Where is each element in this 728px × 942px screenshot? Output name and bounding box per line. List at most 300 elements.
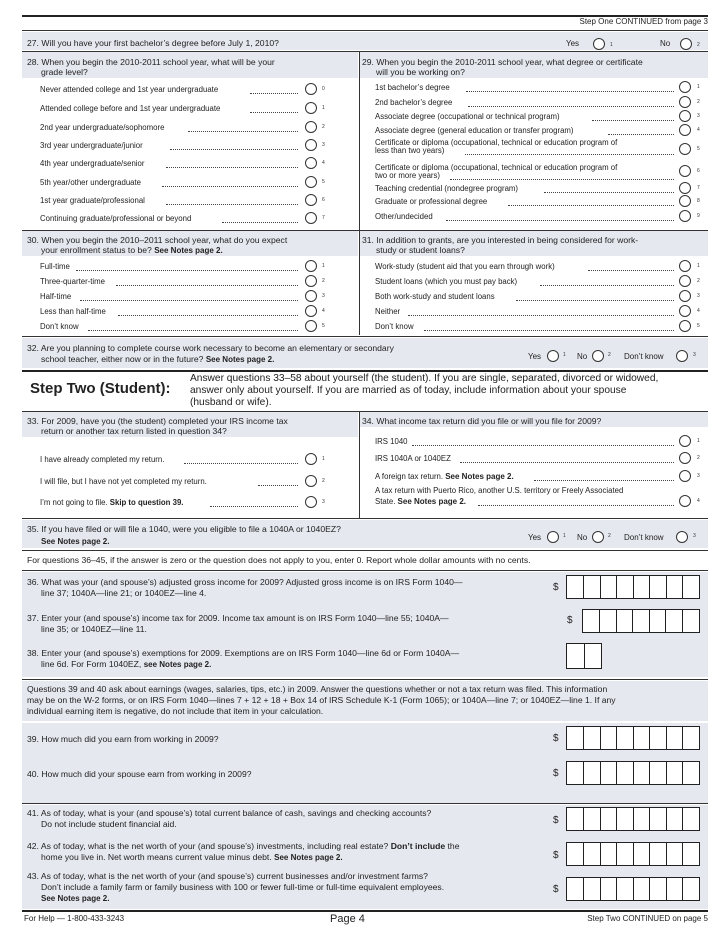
q42-bold: Don’t include xyxy=(390,841,446,851)
q28-option: 3rd year undergraduate/junior xyxy=(40,141,143,150)
q29-option: Other/undecided xyxy=(375,212,433,221)
q38-line2: line 6d. For Form 1040EZ, xyxy=(41,659,142,669)
instructions-36-45: For questions 36–45, if the answer is zero or the question does not apply to you, enter 0. Report whole dollar amounts with no cents. xyxy=(27,555,531,565)
q37-line2: line 35; or 1040EZ—line 11. xyxy=(41,624,147,634)
step-two-title: Step Two (Student): xyxy=(30,380,171,397)
digit-divider xyxy=(584,644,585,668)
code: 1 xyxy=(563,533,566,539)
leader xyxy=(592,120,674,121)
q30-line2: your enrollment status to be? xyxy=(41,245,152,255)
digit-divider xyxy=(649,808,650,830)
code: 2 xyxy=(608,352,611,358)
q27-no-label: No xyxy=(660,39,671,48)
digit-divider xyxy=(649,762,650,784)
q31-option: Don’t know xyxy=(375,322,414,331)
code: 3 xyxy=(693,533,696,539)
q41-line2: Do not include student financial aid. xyxy=(41,819,177,829)
q29-option: Certificate or diploma (occupational, technical or education program of xyxy=(375,138,618,147)
leader xyxy=(608,134,674,135)
code: 1 xyxy=(610,42,613,48)
q29-option: Graduate or professional degree xyxy=(375,197,488,206)
q28-line1: 28. When you begin the 2010-2011 school year, what will be your xyxy=(27,57,275,67)
q29-option: 1st bachelor’s degree xyxy=(375,83,450,92)
step-two-intro xyxy=(190,373,658,409)
digit-divider xyxy=(633,878,634,900)
instructions-line: may be on the W-2 forms, or on IRS Form 1040—lines 7 + 12 + 18 + Box 14 of IRS Schedule K-1 (Form 1065); or 1040A—line 7; or 1040EZ—line 1. If any xyxy=(27,695,616,705)
q31-line1: 31. In addition to grants, are you interested in being considered for work- xyxy=(362,235,639,245)
q34-option-cont: State. xyxy=(375,497,396,506)
q27-text: 27. Will you have your first bachelor’s degree before July 1, 2010? xyxy=(27,38,279,48)
code: 4 xyxy=(322,160,325,166)
digit-divider xyxy=(616,610,617,632)
q41-dollar: $ xyxy=(553,815,559,826)
digit-divider xyxy=(649,610,650,632)
q33-option-wrap xyxy=(40,498,183,507)
q39-dollar: $ xyxy=(553,733,559,744)
q28-radio[interactable] xyxy=(305,139,317,151)
q34-radio[interactable] xyxy=(679,470,691,482)
leader xyxy=(166,204,298,205)
q28-radio[interactable] xyxy=(305,157,317,169)
digit-divider xyxy=(633,727,634,749)
leader xyxy=(170,149,298,150)
q31-radio[interactable] xyxy=(679,290,691,302)
q39-amount-input[interactable] xyxy=(566,726,700,750)
q29-radio[interactable] xyxy=(679,124,691,136)
q42-note: See Notes page 2. xyxy=(274,853,343,862)
digit-divider xyxy=(666,808,667,830)
digit-divider xyxy=(666,843,667,865)
code: 2 xyxy=(608,533,611,539)
digit-divider xyxy=(666,878,667,900)
q27-yes-radio[interactable] xyxy=(593,38,605,50)
digit-divider xyxy=(682,843,683,865)
rule xyxy=(22,370,708,372)
code: 4 xyxy=(697,498,700,504)
code: 3 xyxy=(697,113,700,119)
q30-radio[interactable] xyxy=(305,260,317,272)
code: 2 xyxy=(697,278,700,284)
q32-note: See Notes page 2. xyxy=(205,355,275,364)
q29-option-cont: less than two years) xyxy=(375,146,445,155)
leader xyxy=(465,154,674,155)
q32-dontknow-radio[interactable] xyxy=(676,350,688,362)
q33-option: I’m not going to file. xyxy=(40,498,108,507)
code: 1 xyxy=(322,263,325,269)
q37-amount-input[interactable] xyxy=(582,609,700,633)
q41-line1: 41. As of today, what is your (and spouse’s) total current balance of cash, savings and checking accounts? xyxy=(27,808,432,818)
leader xyxy=(116,285,298,286)
q38-exemptions-input[interactable] xyxy=(566,643,602,669)
digit-divider xyxy=(616,762,617,784)
code: 4 xyxy=(322,308,325,314)
q28-option: 1st year graduate/professional xyxy=(40,196,145,205)
code: 9 xyxy=(697,213,700,219)
code: 0 xyxy=(322,86,325,92)
code: 4 xyxy=(697,308,700,314)
digit-divider xyxy=(583,576,584,598)
q40-dollar: $ xyxy=(553,768,559,779)
digit-divider xyxy=(600,808,601,830)
q42-line1b: the xyxy=(447,841,460,851)
q32-yes-radio[interactable] xyxy=(547,350,559,362)
leader xyxy=(408,315,674,316)
q42-amount-input[interactable] xyxy=(566,842,700,866)
q31-option: Work-study (student aid that you earn through work) xyxy=(375,262,555,271)
digit-divider xyxy=(649,843,650,865)
q29-radio[interactable] xyxy=(679,110,691,122)
code: 3 xyxy=(693,352,696,358)
q29-radio[interactable] xyxy=(679,81,691,93)
leader xyxy=(80,300,298,301)
code: 3 xyxy=(697,293,700,299)
q42-dollar: $ xyxy=(553,850,559,861)
q40-text: 40. How much did your spouse earn from working in 2009? xyxy=(27,769,252,779)
q35-yes-radio[interactable] xyxy=(547,531,559,543)
digit-divider xyxy=(616,727,617,749)
code: 7 xyxy=(697,185,700,191)
code: 2 xyxy=(322,278,325,284)
digit-divider xyxy=(666,727,667,749)
code: 6 xyxy=(697,168,700,174)
leader xyxy=(258,485,298,486)
digit-divider xyxy=(600,727,601,749)
q31-option: Student loans (which you must pay back) xyxy=(375,277,518,286)
footer-page: Page 4 xyxy=(330,913,365,925)
digit-divider xyxy=(682,808,683,830)
q43-line2: Don’t include a family farm or family business with 100 or fewer full-time or full-time equivalent employees. xyxy=(41,882,445,892)
code: 4 xyxy=(697,127,700,133)
q34-option-cont-wrap xyxy=(375,497,466,506)
leader xyxy=(588,270,674,271)
q28-line2: grade level? xyxy=(41,67,88,77)
code: 1 xyxy=(697,84,700,90)
digit-divider xyxy=(616,576,617,598)
digit-divider xyxy=(583,878,584,900)
q29-line1: 29. When you begin the 2010-2011 school year, what degree or certificate xyxy=(362,57,643,67)
q29-option: Associate degree (general education or transfer program) xyxy=(375,126,574,135)
q30-radio[interactable] xyxy=(305,275,317,287)
q30-radio[interactable] xyxy=(305,320,317,332)
q33-line2: return or another tax return listed in question 34? xyxy=(41,426,227,436)
code: 1 xyxy=(322,105,325,111)
column-divider xyxy=(359,231,360,335)
digit-divider xyxy=(616,808,617,830)
q31-radio[interactable] xyxy=(679,320,691,332)
q34-radio[interactable] xyxy=(679,495,691,507)
q34-radio[interactable] xyxy=(679,435,691,447)
q31-radio[interactable] xyxy=(679,260,691,272)
q28-option: 4th year undergraduate/senior xyxy=(40,159,145,168)
q38-line2-wrap xyxy=(27,659,211,671)
q36-dollar: $ xyxy=(553,582,559,593)
digit-divider xyxy=(600,762,601,784)
q28-option: 5th year/other undergraduate xyxy=(40,178,141,187)
leader xyxy=(468,106,674,107)
q30-option: Don’t know xyxy=(40,322,79,331)
digit-divider xyxy=(633,843,634,865)
instructions-line: individual earning item is negative, do not include that item in your calculation. xyxy=(27,706,324,716)
q36-line1: 36. What was your (and spouse’s) adjusted gross income for 2009? Adjusted gross income is on IRS Form 1040— xyxy=(27,577,463,587)
digit-divider xyxy=(616,878,617,900)
q33-radio[interactable] xyxy=(305,496,317,508)
digit-divider xyxy=(583,843,584,865)
q32-dontknow-label: Don’t know xyxy=(624,352,664,361)
leader xyxy=(412,445,674,446)
q29-radio[interactable] xyxy=(679,182,691,194)
q33-line1: 33. For 2009, have you (the student) completed your IRS income tax xyxy=(27,416,288,426)
q35-dontknow-radio[interactable] xyxy=(676,531,688,543)
q30-radio[interactable] xyxy=(305,290,317,302)
digit-divider xyxy=(682,576,683,598)
code: 3 xyxy=(697,473,700,479)
leader xyxy=(446,220,674,221)
q28-radio[interactable] xyxy=(305,212,317,224)
rule xyxy=(22,518,708,519)
leader xyxy=(222,222,298,223)
leader xyxy=(466,91,674,92)
leader xyxy=(250,93,298,94)
digit-divider xyxy=(682,610,683,632)
q29-radio[interactable] xyxy=(679,165,691,177)
digit-divider xyxy=(583,808,584,830)
q28-option: Never attended college and 1st year undergraduate xyxy=(40,85,219,94)
code: 2 xyxy=(697,42,700,48)
q30-option: Half-time xyxy=(40,292,72,301)
q33-option: I have already completed my return. xyxy=(40,455,165,464)
leader xyxy=(188,131,298,132)
q35-no-radio[interactable] xyxy=(592,531,604,543)
q32-no-radio[interactable] xyxy=(592,350,604,362)
q28-option: 2nd year undergraduate/sophomore xyxy=(40,123,165,132)
q36-line2: line 37; 1040A—line 21; or 1040EZ—line 4. xyxy=(41,588,207,598)
footer-continued: Step Two CONTINUED on page 5 xyxy=(587,914,708,923)
q42-line1-wrap xyxy=(27,841,459,852)
q29-radio[interactable] xyxy=(679,143,691,155)
code: 2 xyxy=(697,455,700,461)
digit-divider xyxy=(682,878,683,900)
code: 5 xyxy=(322,179,325,185)
digit-divider xyxy=(633,576,634,598)
digit-divider xyxy=(616,843,617,865)
column-divider xyxy=(359,412,360,518)
rule xyxy=(22,803,708,804)
q35-no-label: No xyxy=(577,533,588,542)
q35-note: See Notes page 2. xyxy=(41,537,110,546)
step-two-intro-line: answer only about yourself. If you are married as of today, include information about your spouse xyxy=(190,385,627,396)
q34-note: See Notes page 2. xyxy=(445,472,514,481)
q30-option: Three-quarter-time xyxy=(40,277,105,286)
q32-yes-label: Yes xyxy=(528,352,542,361)
q43-dollar: $ xyxy=(553,884,559,895)
q30-option: Full-time xyxy=(40,262,70,271)
q32-line2-wrap xyxy=(27,354,274,366)
q29-radio[interactable] xyxy=(679,210,691,222)
digit-divider xyxy=(682,762,683,784)
q28-option: Continuing graduate/professional or beyond xyxy=(40,214,192,223)
q34-option: A tax return with Puerto Rico, another U.S. territory or Freely Associated xyxy=(375,486,624,495)
leader xyxy=(534,480,674,481)
code: 5 xyxy=(697,323,700,329)
q27-no-radio[interactable] xyxy=(680,38,692,50)
q28-radio[interactable] xyxy=(305,176,317,188)
q28-radio[interactable] xyxy=(305,121,317,133)
code: 1 xyxy=(697,263,700,269)
code: 3 xyxy=(322,142,325,148)
rule xyxy=(22,679,708,680)
q29-option: Teaching credential (nondegree program) xyxy=(375,184,519,193)
header-continued: Step One CONTINUED from page 3 xyxy=(579,17,708,26)
q29-option: Associate degree (occupational or technical program) xyxy=(375,112,560,121)
q42-line1: 42. As of today, what is the net worth of your (and spouse’s) investments, including real estate? xyxy=(27,841,389,851)
leader xyxy=(166,167,298,168)
q33-skip: Skip to question 39. xyxy=(109,498,184,507)
q29-line2: will you be working on? xyxy=(376,67,465,77)
leader xyxy=(508,205,674,206)
q28-radio[interactable] xyxy=(305,83,317,95)
q32-line1: 32. Are you planning to complete course work necessary to become an elementary or secondary xyxy=(27,343,394,353)
code: 3 xyxy=(322,293,325,299)
digit-divider xyxy=(649,727,650,749)
bottom-rule xyxy=(22,910,708,912)
digit-divider xyxy=(649,576,650,598)
leader xyxy=(250,112,298,113)
digit-divider xyxy=(600,576,601,598)
q34-option: IRS 1040A or 1040EZ xyxy=(375,454,451,463)
q29-radio[interactable] xyxy=(679,96,691,108)
q43-line1: 43. As of today, what is the net worth of your (and spouse’s) current businesses and/or investment farms? xyxy=(27,871,428,881)
leader xyxy=(450,179,674,180)
q38-note: see Notes page 2. xyxy=(143,660,212,669)
leader xyxy=(88,330,298,331)
code: 1 xyxy=(697,438,700,444)
digit-divider xyxy=(633,762,634,784)
q37-line1: 37. Enter your (and spouse’s) income tax for 2009. Income tax amount is on IRS Form 1040—line 55; 1040A— xyxy=(27,613,449,623)
leader xyxy=(544,192,674,193)
q29-option-cont: two or more years) xyxy=(375,171,440,180)
leader xyxy=(76,270,298,271)
digit-divider xyxy=(633,808,634,830)
q31-radio[interactable] xyxy=(679,275,691,287)
q30-option: Less than half-time xyxy=(40,307,106,316)
code: 3 xyxy=(322,499,325,505)
code: 1 xyxy=(563,352,566,358)
digit-divider xyxy=(583,762,584,784)
q31-line2: study or student loans? xyxy=(376,245,465,255)
code: 8 xyxy=(697,198,700,204)
leader xyxy=(516,300,674,301)
q43-amount-input[interactable] xyxy=(566,877,700,901)
q39-text: 39. How much did you earn from working in 2009? xyxy=(27,734,219,744)
code: 6 xyxy=(322,197,325,203)
footer-help: For Help — 1-800-433-3243 xyxy=(24,914,125,923)
rule xyxy=(22,30,708,31)
q34-line1: 34. What income tax return did you file or will you file for 2009? xyxy=(362,416,602,426)
q34-option: A foreign tax return. xyxy=(375,472,444,481)
digit-divider xyxy=(666,762,667,784)
digit-divider xyxy=(682,727,683,749)
step-two-intro-line: (husband or wife). xyxy=(190,397,272,408)
q37-dollar: $ xyxy=(567,615,573,626)
q34-note: See Notes page 2. xyxy=(397,497,467,506)
q29-radio[interactable] xyxy=(679,195,691,207)
code: 2 xyxy=(322,124,325,130)
q34-radio[interactable] xyxy=(679,452,691,464)
q34-option-wrap xyxy=(375,472,514,481)
q35-dontknow-label: Don’t know xyxy=(624,533,664,542)
q29-option: Certificate or diploma (occupational, technical or education program of xyxy=(375,163,618,172)
code: 2 xyxy=(322,478,325,484)
q29-option: 2nd bachelor’s degree xyxy=(375,98,453,107)
q30-note: See Notes page 2. xyxy=(154,246,223,255)
digit-divider xyxy=(649,878,650,900)
q32-line2: school teacher, either now or in the future? xyxy=(41,354,204,364)
q30-line2-wrap xyxy=(27,245,223,257)
q28-option: Attended college before and 1st year undergraduate xyxy=(40,104,221,113)
code: 5 xyxy=(322,323,325,329)
q31-radio[interactable] xyxy=(679,305,691,317)
q33-radio[interactable] xyxy=(305,453,317,465)
q41-amount-input[interactable] xyxy=(566,807,700,831)
step-two-intro-line: Answer questions 33–58 about yourself (the student). If you are single, separated, divorced or widowed, xyxy=(190,373,659,384)
q31-option: Neither xyxy=(375,307,401,316)
q31-option: Both work-study and student loans xyxy=(375,292,495,301)
q27-yes-label: Yes xyxy=(566,39,580,48)
digit-divider xyxy=(599,610,600,632)
digit-divider xyxy=(632,610,633,632)
code: 2 xyxy=(697,99,700,105)
q28-radio[interactable] xyxy=(305,102,317,114)
q35-line1: 35. If you have filed or will file a 1040, were you eligible to file a 1040A or 1040EZ? xyxy=(27,524,341,534)
q42-line2: home you live in. Net worth means current value minus debt. xyxy=(41,852,272,862)
rule xyxy=(22,336,708,337)
leader xyxy=(424,330,674,331)
column-divider xyxy=(359,52,360,230)
q28-radio[interactable] xyxy=(305,194,317,206)
q33-radio[interactable] xyxy=(305,475,317,487)
leader xyxy=(540,285,674,286)
digit-divider xyxy=(665,610,666,632)
instructions-39-40 xyxy=(27,684,616,717)
q42-line2-wrap xyxy=(27,852,343,864)
q32-no-label: No xyxy=(577,352,588,361)
code: 1 xyxy=(322,456,325,462)
rule xyxy=(22,570,708,571)
leader xyxy=(478,505,674,506)
q33-option: I will file, but I have not yet completed my return. xyxy=(40,477,207,486)
leader xyxy=(460,462,674,463)
q30-radio[interactable] xyxy=(305,305,317,317)
leader xyxy=(210,506,298,507)
code: 5 xyxy=(697,146,700,152)
leader xyxy=(118,315,298,316)
rule xyxy=(22,550,708,551)
q34-option: IRS 1040 xyxy=(375,437,408,446)
q40-amount-input[interactable] xyxy=(566,761,700,785)
digit-divider xyxy=(600,878,601,900)
digit-divider xyxy=(583,727,584,749)
leader xyxy=(162,186,298,187)
digit-divider xyxy=(666,576,667,598)
q35-yes-label: Yes xyxy=(528,533,542,542)
q36-amount-input[interactable] xyxy=(566,575,700,599)
leader xyxy=(184,463,298,464)
code: 7 xyxy=(322,215,325,221)
instructions-line: Questions 39 and 40 ask about earnings (wages, salaries, tips, etc.) in 2009. Answer the questions whether or not a tax return was filed. This information xyxy=(27,684,608,694)
q43-note: See Notes page 2. xyxy=(41,894,110,903)
q30-line1: 30. When you begin the 2010–2011 school year, what do you expect xyxy=(27,235,288,245)
q38-line1: 38. Enter your (and spouse’s) exemptions for 2009. Exemptions are on IRS Form 1040—line 6d or Form 1040A— xyxy=(27,648,460,658)
